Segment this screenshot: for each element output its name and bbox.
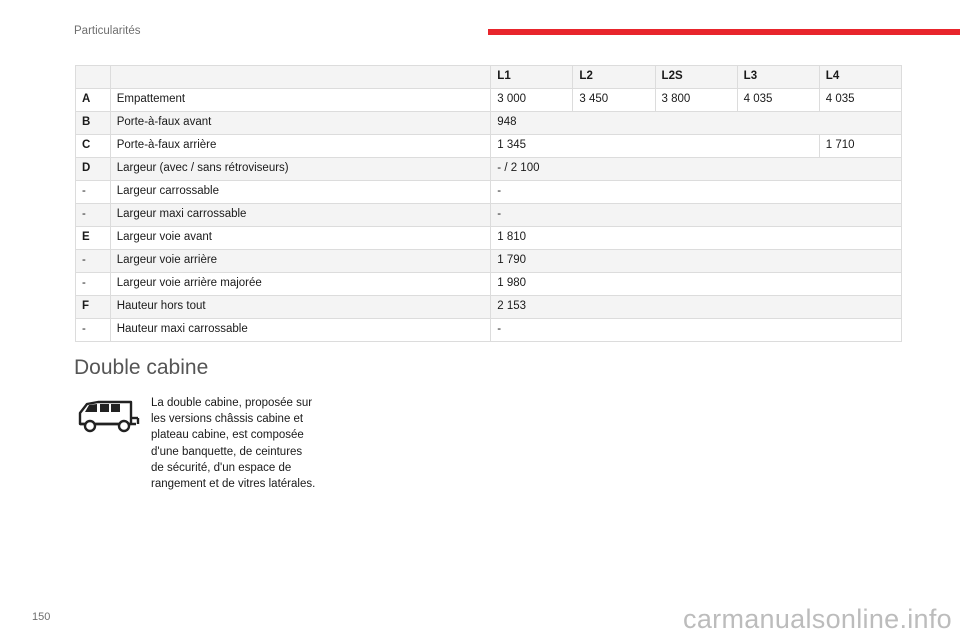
row-code: - — [76, 273, 111, 296]
cell-value: 1 710 — [819, 135, 901, 158]
row-code: F — [76, 296, 111, 319]
double-cabine-heading: Double cabine — [74, 356, 209, 379]
section-label: Particularités — [74, 25, 141, 37]
text-line: La double cabine, proposée sur — [151, 397, 313, 409]
double-cab-van-icon — [76, 400, 140, 434]
watermark: carmanualsonline.info — [683, 604, 952, 634]
cell-value: 948 — [491, 112, 902, 135]
table-row — [76, 227, 902, 250]
cell-value: 4 035 — [819, 89, 901, 112]
table-row — [76, 112, 902, 135]
cell-value: 1 345 — [491, 135, 820, 158]
cell-value: 3 450 — [573, 89, 655, 112]
cell-value: 1 980 — [491, 273, 902, 296]
table-row — [76, 273, 902, 296]
table-row — [76, 250, 902, 273]
row-code: A — [76, 89, 111, 112]
row-label: Hauteur hors tout — [110, 296, 491, 319]
row-label: Porte-à-faux avant — [110, 112, 491, 135]
text-line: plateau cabine, est composée — [151, 429, 304, 442]
column-header: L3 — [737, 66, 819, 89]
cell-value: 2 153 — [491, 296, 902, 319]
cell-value: 3 000 — [491, 89, 573, 112]
table-row — [76, 319, 902, 342]
cell-value: 1 810 — [491, 227, 902, 250]
text-line: les versions châssis cabine et — [151, 413, 304, 426]
column-header: L4 — [819, 66, 901, 89]
row-label: Largeur carrossable — [110, 181, 491, 204]
page-number: 150 — [32, 611, 51, 623]
table-row — [76, 158, 902, 181]
cell-value: 1 790 — [491, 250, 902, 273]
column-header: L2S — [655, 66, 737, 89]
row-label: Largeur maxi carrossable — [110, 204, 491, 227]
row-code: D — [76, 158, 111, 181]
row-label: Largeur voie avant — [110, 227, 491, 250]
column-header: L2 — [573, 66, 655, 89]
column-header: L1 — [491, 66, 573, 89]
cell-value: 4 035 — [737, 89, 819, 112]
row-label: Largeur (avec / sans rétroviseurs) — [110, 158, 491, 181]
row-label: Porte-à-faux arrière — [110, 135, 491, 158]
row-code: - — [76, 319, 111, 342]
row-code: C — [76, 135, 111, 158]
text-line: rangement et de vitres latérales. — [151, 478, 316, 491]
row-label: Empattement — [110, 89, 491, 112]
row-code: - — [76, 181, 111, 204]
cell-value: - / 2 100 — [491, 158, 902, 181]
table-row — [76, 135, 902, 158]
cell-value: - — [491, 181, 902, 204]
double-cabine-description — [151, 395, 336, 492]
row-code: - — [76, 250, 111, 273]
cell-value: - — [491, 319, 902, 342]
table-row — [76, 89, 902, 112]
dimensions-table — [75, 65, 902, 342]
text-line: de sécurité, d'un espace de — [151, 461, 292, 474]
cell-value: 3 800 — [655, 89, 737, 112]
cell-value: - — [491, 204, 902, 227]
row-label: Largeur voie arrière majorée — [110, 273, 491, 296]
table-row — [76, 296, 902, 319]
table-row — [76, 181, 902, 204]
row-code: E — [76, 227, 111, 250]
section-accent-bar — [488, 29, 960, 35]
row-label: Hauteur maxi carrossable — [110, 319, 491, 342]
table-row — [76, 204, 902, 227]
row-code: - — [76, 204, 111, 227]
row-label: Largeur voie arrière — [110, 250, 491, 273]
table-header-row — [76, 66, 902, 89]
row-code: B — [76, 112, 111, 135]
text-line: d'une banquette, de ceintures — [151, 445, 303, 458]
